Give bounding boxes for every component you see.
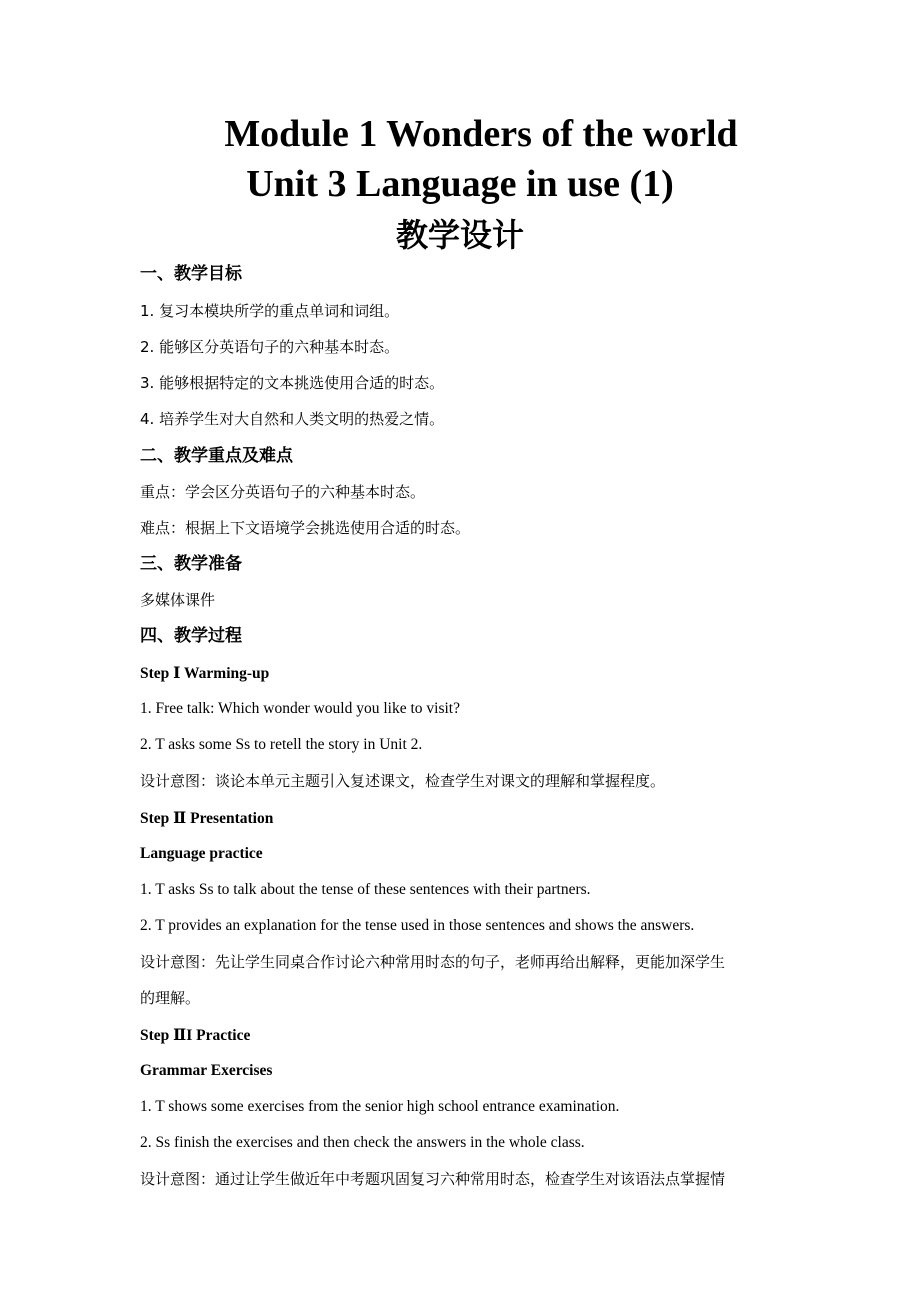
step1-item: 1. Free talk: Which wonder would you like to visit? [140, 700, 460, 717]
step1-item: 2. T asks some Ss to retell the story in Unit 2. [140, 736, 423, 753]
step3-title: Step ⅡI Practice [140, 1027, 251, 1044]
key-point-focus: 重点：学会区分英语句子的六种基本时态。 [140, 483, 426, 501]
step2-title: Step Ⅱ Presentation [140, 810, 274, 827]
step2-item: 2. T provides an explanation for the tense used in those sentences and shows the answers. [140, 917, 695, 934]
step2-intent-line1: 设计意图：先让学生同桌合作讨论六种常用时态的句子，老师再给出解释，更能加深学生 [140, 953, 726, 971]
objectives-heading: 一、教学目标 [140, 264, 242, 284]
objective-item: 1. 复习本模块所学的重点单词和词组。 [140, 302, 400, 320]
objective-item: 2. 能够区分英语句子的六种基本时态。 [140, 338, 400, 356]
step3-item: 2. Ss finish the exercises and then check the answers in the whole class. [140, 1134, 585, 1151]
step2-item: 1. T asks Ss to talk about the tense of these sentences with their partners. [140, 881, 591, 898]
process-heading: 四、教学过程 [140, 626, 242, 646]
objective-item: 4. 培养学生对大自然和人类文明的热爱之情。 [140, 410, 445, 428]
step3-subtitle: Grammar Exercises [140, 1062, 273, 1079]
key-point-difficulty: 难点：根据上下文语境学会挑选使用合适的时态。 [140, 519, 471, 537]
preparation-text: 多媒体课件 [140, 591, 216, 609]
step2-subtitle: Language practice [140, 845, 263, 862]
step3-intent: 设计意图：通过让学生做近年中考题巩固复习六种常用时态，检查学生对该语法点掌握情 [140, 1170, 726, 1188]
step1-intent: 设计意图：谈论本单元主题引入复述课文，检查学生对课文的理解和掌握程度。 [140, 772, 666, 790]
key-points-heading: 二、教学重点及难点 [140, 446, 293, 466]
module-title: Module 1 Wonders of the world [224, 113, 738, 155]
unit-title: Unit 3 Language in use (1) [246, 163, 674, 205]
preparation-heading: 三、教学准备 [140, 554, 242, 574]
step2-intent-line2: 的理解。 [140, 989, 201, 1007]
step3-item: 1. T shows some exercises from the senior high school entrance examination. [140, 1098, 620, 1115]
objective-item: 3. 能够根据特定的文本挑选使用合适的时态。 [140, 374, 445, 392]
design-title: 教学设计 [395, 216, 524, 254]
step1-title: Step Ⅰ Warming-up [140, 665, 270, 682]
